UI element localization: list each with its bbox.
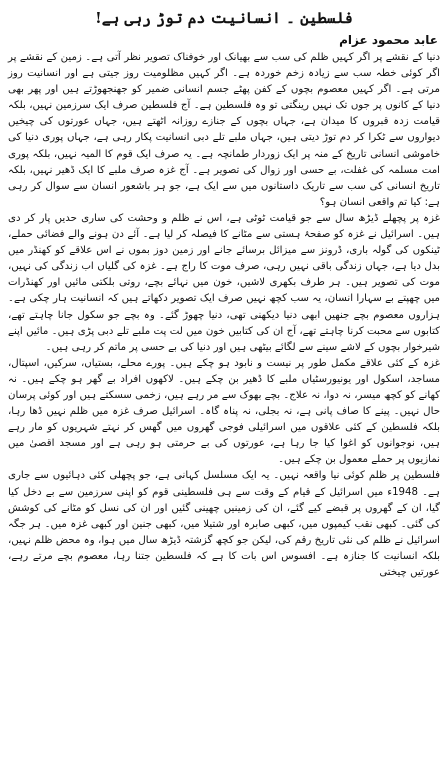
paragraph: فلسطین پر ظلم کوئی نیا واقعہ نہیں۔ یہ ایک مسلسل کہانی ہے، جو پچھلی کئی دہائیوں سے جاری ہے۔ 1948ء میں اسرائیل کے قیام کے وقت سے ہی فلسطینی قوم کو اپنی سرزمین سے بے دخل کیا گیا، ان کے گھروں پر قبضے کیے گئے، ان کی زمینیں چھینی گئیں اور ان کی نسل کو مٹانے کی کوشش کی گئی۔ کبھی نقب کیمپوں میں، کبھی صابرہ اور شتیلا میں، کبھی جنین اور کبھی غزہ میں۔ ہر جگہ اسرائیل نے ظلم کی نئی تاریخ رقم کی، لیکن جو کچھ گزشتہ ڈیڑھ سال میں ہوا، وہ محض ظلم نہیں، بلکہ انسانیت کا جنازہ ہے۔ افسوس اس بات کا ہے کہ فلسطین جتنا رہا، معصوم بچے مرتے رہے، عورتیں چیختی: [8, 470, 440, 578]
article-body: [8, 50, 440, 581]
paragraph: دنیا کے نقشے پر اگر کہیں ظلم کی سب سے بھیانک اور خوفناک تصویر نظر آتی ہے۔ زمین کے نقشے پر اگر کوئی خطہ سب سے زیادہ زخم خوردہ ہے۔ اگر کہیں مظلومیت روز جیتی ہے اور انسانیت روز مرتی ہے۔ اگر کہیں معصوم بچوں کے کفن پھٹے جسم انسانی ضمیر کو جھنجھوڑتے ہیں اور پھر بھی دنیا کے کانوں پر جوں تک نہیں رینگتی تو وہ فلسطین ہے۔ آج فلسطین صرف ایک سرزمین نہیں، بلکہ قیامت زدہ قبروں کا میدان ہے، جہاں بچوں کے جنازے روزانہ اٹھتے ہیں، جہاں عورتوں کی چیخیں دیواروں سے ٹکرا کر دم توڑ دیتی ہیں، جہاں ملبے تلے دبی انسانیت پکار رہی ہے، جہاں پوری دنیا کی خاموشی انسانی تاریخ کے منہ پر ایک زوردار طمانچہ ہے۔ یہ صرف ایک قوم کا المیہ نہیں، بلکہ پوری امت مسلمہ کی غفلت، بے حسی اور زوال کی تصویر ہے۔ آج غزہ صرف ملبے کا ایک ڈھیر نہیں، بلکہ تاریخ انسانی کی سب سے تاریک داستانوں میں سے ایک ہے، جو ہر باشعور انسان سے سوال کر رہی ہے: کیا تم واقعی انسان ہو؟: [8, 52, 440, 208]
author-byline: عابد محمود عزام: [339, 33, 438, 47]
paragraph: غزہ پر پچھلے ڈیڑھ سال سے جو قیامت ٹوٹی ہے، اس نے ظلم و وحشت کی ساری حدیں پار کر دی ہیں۔ اسرائیل نے غزہ کو صفحۂ ہستی سے مٹانے کا فیصلہ کر لیا ہے۔ آئے دن ہونے والے فضائی حملے، ٹینکوں کی گولہ باری، ڈرونز سے میزائل برسائے جانے اور زمین دوز بموں نے اس علاقے کو کھنڈر میں بدل دیا ہے، جہاں زندگی باقی نہیں رہی، صرف موت کا راج ہے۔ غزہ کی گلیاں اب زندگی کی نہیں، موت کی تصویر ہیں۔ ہر طرف بکھری لاشیں، خون میں نہائے بچے، روتی بلکتی مائیں اور کھنڈرات میں چھپتے بے سہارا انسان، یہ سب کچھ نہیں صرف ایک تصویر دکھاتے ہیں کہ انسانیت ہار چکی ہے۔ ہزاروں معصوم بچے جنھیں ابھی دنیا دیکھنی تھی، دنیا چھوڑ گئے۔ وہ بچے جو سکول جانا چاہتے تھے، کتابوں سے محبت کرنا چاہتے تھے، آج ان کی کتابیں خون میں لت پت ملبے تلے دبی پڑی ہیں۔ مائیں اپنے شیرخوار بچوں کے لاشے سینے سے لگائے بیٹھی ہیں اور دنیا کی بے حسی پر ماتم کر رہی ہیں۔: [8, 212, 440, 353]
paragraph: غزہ کے کئی علاقے مکمل طور پر نیست و نابود ہو چکے ہیں۔ پورے محلے، بستیاں، سرکیں، اسپتال، مساجد، اسکول اور یونیورسٹیاں ملبے کا ڈھیر بن چکے ہیں۔ لاکھوں افراد بے گھر ہو چکے ہیں۔ نہ کھانے کو کچھ میسر، نہ دوا، نہ علاج۔ بچے بھوک سے مر رہے ہیں، زخمی سسکتے ہیں اور کوئی پرسان حال نہیں۔ پینے کا صاف پانی ہے، نہ بجلی، نہ پناہ گاہ۔ اسرائیل صرف غزہ میں ظلم نہیں ڈھا رہا، بلکہ فلسطین کے کئی علاقوں میں اسرائیلی فوجی گھروں میں گھس کر نہتے شہریوں کو مار رہے ہیں، نوجوانوں کو اغوا کیا جا رہا ہے، عورتوں کی بے حرمتی ہو رہی ہے اور مسجد اقصیٰ میں نمازیوں پر حملے معمول بن چکے ہیں۔: [8, 357, 440, 466]
article-title: فلسطین ۔ انسانیت دم توڑ رہی ہے!: [95, 9, 353, 27]
